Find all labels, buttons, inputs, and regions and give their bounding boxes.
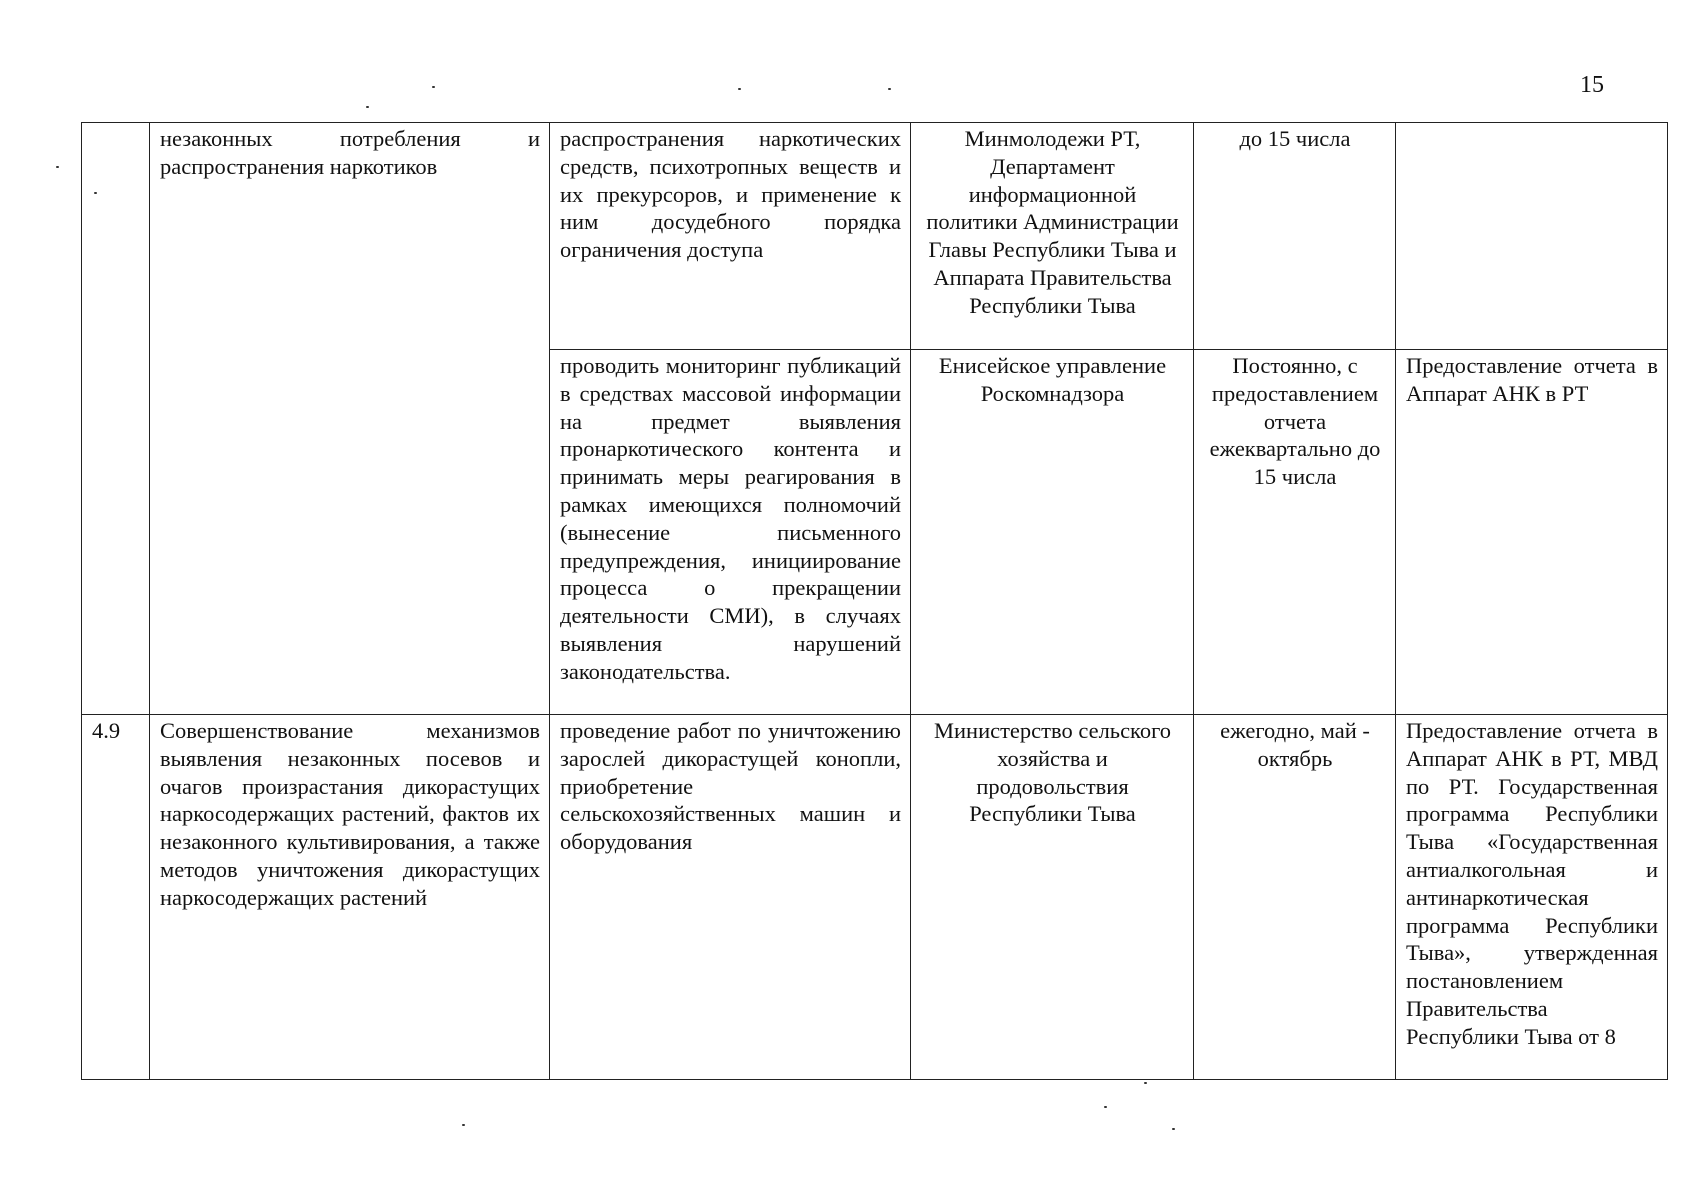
scan-speck — [366, 106, 369, 108]
scan-speck — [56, 166, 59, 168]
page-number: 15 — [1580, 72, 1604, 98]
scan-speck — [1172, 1128, 1175, 1130]
measures-table — [81, 122, 1668, 1080]
result-cell: Предоставление отчета в Аппарат АНК в РТ — [1396, 350, 1668, 715]
event-cell: Совершенствование механизмов выявления незаконных посевов и очагов произрастания дикорастущих наркосодержащих растений, фактов их незаконного культивирования, а также методов уничтожения дикорастущих наркосодержащих растений — [150, 715, 550, 1080]
executor-cell: Министерство сельского хозяйства и продовольствия Республики Тыва — [911, 715, 1194, 1080]
executor-cell: Енисейское управление Роскомнадзора — [911, 350, 1194, 715]
number-cell: 4.9 — [82, 715, 150, 1080]
table-row — [82, 123, 1668, 350]
deadline-cell: ежегодно, май - октябрь — [1194, 715, 1396, 1080]
measure-cell: проводить мониторинг публикаций в средствах массовой информации на предмет выявления пронаркотического контента и принимать меры реагирования в рамках имеющихся полномочий (вынесение письменного предупреждения, инициирование процесса о прекращении деятельности СМИ), в случаях выявления нарушений законодательства. — [550, 350, 911, 715]
scan-speck — [1104, 1106, 1107, 1108]
number-cell — [82, 123, 150, 715]
scan-speck — [432, 86, 435, 88]
measure-cell: проведение работ по уничтожению зарослей дикорастущей конопли, приобретение сельскохозяйственных машин и оборудования — [550, 715, 911, 1080]
deadline-cell: до 15 числа — [1194, 123, 1396, 350]
result-cell — [1396, 123, 1668, 350]
result-cell: Предоставление отчета в Аппарат АНК в РТ, МВД по РТ. Государственная программа Республики Тыва «Государственная антиалкогольная и антинаркотическая программа Республики Тыва», утвержденная постановлением Правительства Республики Тыва от 8 — [1396, 715, 1668, 1080]
table-row — [82, 715, 1668, 1080]
executor-cell: Минмолодежи РТ, Департамент информационной политики Администрации Главы Республики Тыва и Аппарата Правительства Республики Тыва — [911, 123, 1194, 350]
scan-speck — [888, 88, 891, 90]
deadline-cell: Постоянно, с предоставлением отчета ежеквартально до 15 числа — [1194, 350, 1396, 715]
scan-speck — [1144, 1082, 1147, 1084]
measure-cell: распространения наркотических средств, психотропных веществ и их прекурсоров, и применение к ним досудебного порядка ограничения доступа — [550, 123, 911, 350]
scan-speck — [462, 1124, 465, 1126]
event-cell: незаконных потребления и распространения наркотиков — [150, 123, 550, 715]
scan-speck — [738, 88, 741, 90]
